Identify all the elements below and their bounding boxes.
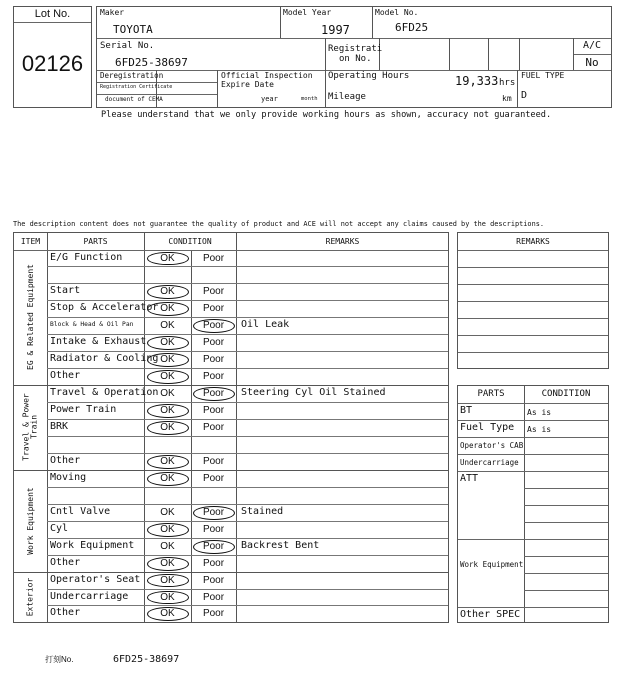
sub-row-divider xyxy=(524,488,608,489)
spec-header-parts: PARTS xyxy=(477,389,505,399)
table-row xyxy=(47,487,448,504)
ok-selected-circle xyxy=(147,370,189,384)
ok-option[interactable]: OK xyxy=(160,252,175,264)
km-unit: km xyxy=(502,94,512,103)
spec-part: ATT xyxy=(460,473,479,484)
spec-part: Other SPEC xyxy=(460,609,521,620)
hours-notice: Please understand that we only provide working hours as shown, accuracy not guaranteed. xyxy=(101,110,552,120)
part-name: Other xyxy=(50,556,81,568)
table-row xyxy=(47,589,448,606)
part-name: Intake & Exhaust xyxy=(50,336,147,348)
part-name: Cntl Valve xyxy=(50,505,111,517)
poor-option[interactable]: Poor xyxy=(202,557,225,569)
registration-label-1: Registrati xyxy=(328,44,383,54)
remarks-text: Backrest Bent xyxy=(241,539,320,551)
part-name: Moving xyxy=(50,471,87,483)
table-row xyxy=(47,266,448,283)
ok-selected-circle xyxy=(147,472,189,486)
table-row xyxy=(47,283,448,300)
group-label xyxy=(21,250,41,386)
poor-option[interactable]: Poor xyxy=(202,574,225,586)
ok-option[interactable]: OK xyxy=(160,303,175,315)
table-row xyxy=(47,385,448,402)
registration-certificate-label: Registration Certificate xyxy=(100,84,173,90)
row-divider xyxy=(458,437,608,438)
poor-option[interactable]: Poor xyxy=(202,523,225,535)
ok-option[interactable]: OK xyxy=(160,591,175,603)
model-no-value: 6FD25 xyxy=(395,21,429,34)
maker-value: TOYOTA xyxy=(113,23,153,36)
poor-option[interactable]: Poor xyxy=(202,354,225,366)
spec-part: Fuel Type xyxy=(460,422,515,433)
row-divider xyxy=(458,607,608,608)
part-name: Other xyxy=(50,454,81,466)
model-no-label: Model No. xyxy=(375,8,419,17)
part-name: BRK xyxy=(50,421,69,432)
table-row xyxy=(47,419,448,436)
poor-option[interactable]: Poor xyxy=(202,337,225,349)
table-row xyxy=(47,402,448,419)
inspection-label-2: Expire Date xyxy=(221,80,274,89)
registration-label-2: on No. xyxy=(339,54,372,64)
stamp-value: 6FD25-38697 xyxy=(113,654,180,665)
ac-value: No xyxy=(585,56,599,69)
part-name: Other xyxy=(50,370,81,382)
header-condition: CONDITION xyxy=(168,237,212,246)
group-label xyxy=(21,470,41,572)
row-divider xyxy=(458,420,608,421)
row-divider xyxy=(458,335,608,336)
month-label: month xyxy=(301,96,318,102)
row-divider xyxy=(458,454,608,455)
table-row xyxy=(47,317,448,334)
row-divider xyxy=(458,284,608,285)
part-name: Block & Head & Oil Pan xyxy=(50,321,134,329)
spec-condition: As is xyxy=(527,408,552,417)
poor-option[interactable]: Poor xyxy=(202,388,225,400)
part-name: Undercarriage xyxy=(50,590,129,602)
ok-option[interactable]: OK xyxy=(160,422,175,433)
serial-label: Serial No. xyxy=(100,41,155,51)
poor-selected-circle xyxy=(193,540,235,554)
ok-option[interactable]: OK xyxy=(160,320,175,332)
serial-value: 6FD25-38697 xyxy=(115,56,188,69)
table-row xyxy=(47,555,448,572)
row-divider xyxy=(458,267,608,268)
ok-option[interactable]: OK xyxy=(160,540,175,552)
table-row xyxy=(47,572,448,589)
row-divider xyxy=(458,301,608,302)
row-divider xyxy=(458,318,608,319)
part-name: E/G Function xyxy=(50,251,123,263)
lot-label: Lot No. xyxy=(34,8,71,20)
ok-option[interactable]: OK xyxy=(160,506,175,518)
ok-option[interactable]: OK xyxy=(160,574,175,586)
ok-option[interactable]: OK xyxy=(160,523,175,535)
poor-option[interactable]: Poor xyxy=(202,320,225,332)
header-remarks: REMARKS xyxy=(325,237,360,246)
poor-option[interactable]: Poor xyxy=(202,371,225,383)
part-name: Other xyxy=(50,607,81,619)
table-row xyxy=(47,504,448,521)
part-name: Cyl xyxy=(50,522,69,534)
lot-number: 02126 xyxy=(21,51,84,76)
table-row xyxy=(47,250,448,267)
table-row xyxy=(47,538,448,555)
group-label xyxy=(21,385,41,470)
fuel-type-value: D xyxy=(521,90,528,101)
sub-row-divider xyxy=(524,522,608,523)
spec-part: Undercarriage xyxy=(460,458,519,467)
poor-option[interactable]: Poor xyxy=(202,472,225,484)
remarks-text: Steering Cyl Oil Stained xyxy=(241,387,386,399)
poor-selected-circle xyxy=(193,387,235,401)
operating-hours-value: 19,333 xyxy=(455,74,499,88)
ok-option[interactable]: OK xyxy=(160,405,175,417)
group-label-line: Travel & Power xyxy=(21,393,31,462)
cema-label: document of CEMA xyxy=(105,96,163,103)
maker-label: Maker xyxy=(100,8,125,17)
table-row xyxy=(47,436,448,453)
part-name: Operator's Seat xyxy=(50,573,141,585)
deregistration-label: Deregistration xyxy=(100,71,164,80)
remarks-text: Stained xyxy=(241,505,284,517)
ok-option[interactable]: OK xyxy=(160,472,175,484)
table-row xyxy=(47,605,448,622)
ok-option[interactable]: OK xyxy=(160,557,175,569)
row-divider xyxy=(458,539,608,540)
lot-box xyxy=(13,6,92,108)
group-label xyxy=(21,572,41,623)
spec-part: Operator's CAB xyxy=(460,441,524,450)
poor-option[interactable]: Poor xyxy=(202,608,225,620)
group-label-text: Work Equipment xyxy=(25,486,35,555)
ok-option[interactable]: OK xyxy=(160,455,175,467)
header-parts: PARTS xyxy=(83,237,108,246)
poor-option[interactable]: Poor xyxy=(202,303,225,315)
sub-row-divider xyxy=(524,505,608,506)
part-name: Start xyxy=(50,285,81,297)
row-divider xyxy=(458,403,608,404)
right-remarks-header: REMARKS xyxy=(516,237,550,246)
sub-row-divider xyxy=(524,556,608,557)
ok-option[interactable]: OK xyxy=(160,337,175,349)
table-row xyxy=(47,470,448,487)
ok-selected-circle xyxy=(147,557,189,571)
poor-option[interactable]: Poor xyxy=(202,286,225,298)
spec-part: Work Equipment xyxy=(460,560,524,569)
fuel-type-label: FUEL TYPE xyxy=(521,71,565,80)
spec-part: BT xyxy=(460,405,473,416)
ok-selected-circle xyxy=(147,404,189,418)
poor-option[interactable]: Poor xyxy=(202,591,225,603)
table-row xyxy=(47,521,448,538)
poor-option[interactable]: Poor xyxy=(202,422,225,433)
condition-table xyxy=(13,232,449,623)
ok-selected-circle xyxy=(147,421,189,435)
poor-option[interactable]: Poor xyxy=(202,540,225,552)
row-divider xyxy=(458,471,608,472)
remarks-text: Oil Leak xyxy=(241,319,290,331)
group-label-text: EG & Related Equipment xyxy=(25,264,35,371)
part-name: Work Equipment xyxy=(50,539,135,551)
part-name: Power Train xyxy=(50,404,117,416)
spec-condition: As is xyxy=(527,425,552,434)
table-row xyxy=(47,351,448,368)
group-label-line: Train xyxy=(29,415,39,440)
table-row xyxy=(47,334,448,351)
poor-option[interactable]: Poor xyxy=(202,506,225,518)
hrs-unit: hrs xyxy=(499,78,516,88)
mileage-label: Mileage xyxy=(328,92,366,102)
vehicle-info-box xyxy=(96,6,612,108)
row-divider xyxy=(458,352,608,353)
part-name: Radiator & Cooling xyxy=(50,353,159,365)
ok-selected-circle xyxy=(147,455,189,469)
sub-row-divider xyxy=(524,590,608,591)
poor-option[interactable]: Poor xyxy=(202,252,225,264)
group-label-text: Exterior xyxy=(25,577,35,617)
operating-hours-label: Operating Hours xyxy=(328,71,410,81)
ok-option[interactable]: OK xyxy=(160,388,175,400)
poor-selected-circle xyxy=(193,506,235,520)
ok-option[interactable]: OK xyxy=(160,354,175,366)
ok-option[interactable]: OK xyxy=(160,371,175,383)
table-row xyxy=(47,453,448,470)
part-name: Stop & Accelerator xyxy=(50,302,159,314)
model-year-label: Model Year xyxy=(283,8,332,17)
ac-label: A/C xyxy=(582,40,602,51)
ok-option[interactable]: OK xyxy=(160,608,175,620)
poor-option[interactable]: Poor xyxy=(202,455,225,467)
spec-table xyxy=(457,385,609,623)
right-remarks-table xyxy=(457,232,609,369)
ok-selected-circle xyxy=(147,523,189,537)
ok-option[interactable]: OK xyxy=(160,286,175,298)
stamp-label: 打刻No. xyxy=(45,655,74,664)
row-divider xyxy=(458,250,608,251)
inspection-label-1: Official Inspection xyxy=(221,71,313,80)
year-label: year xyxy=(261,95,278,103)
spec-header-condition: CONDITION xyxy=(541,389,591,399)
table-row xyxy=(47,300,448,317)
part-name: Travel & Operation xyxy=(50,387,159,399)
sub-row-divider xyxy=(524,573,608,574)
table-row xyxy=(47,368,448,385)
header-item: ITEM xyxy=(20,237,41,246)
poor-option[interactable]: Poor xyxy=(202,405,225,417)
model-year-value: 1997 xyxy=(321,23,350,37)
description-notice: The description content does not guarantee the quality of product and ACE will not accept any claims caused by the descriptions. xyxy=(13,220,545,228)
